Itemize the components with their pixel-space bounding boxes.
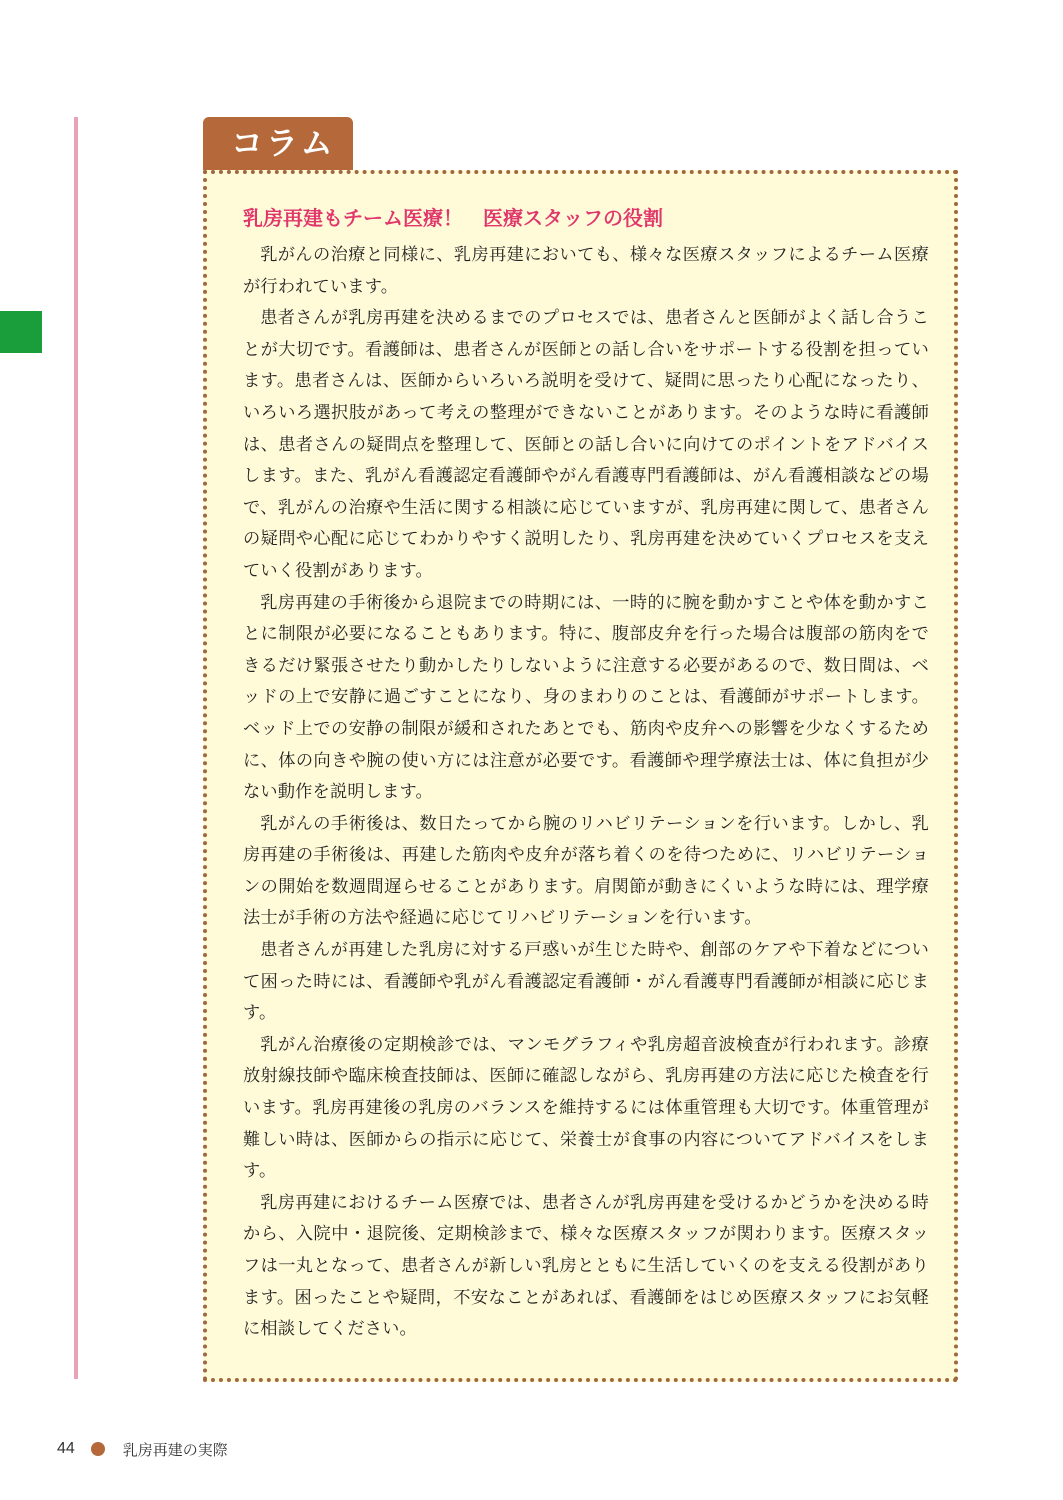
bullet-dot-icon (91, 1442, 105, 1456)
page-number: 44 (57, 1440, 75, 1457)
page-footer (57, 1436, 228, 1462)
column-paragraph: 患者さんが再建した乳房に対する戸惑いが生じた時や、創部のケアや下着などについて困った時には、看護師や乳がん看護認定看護師・がん看護専門看護師が相談に応じます。 (243, 940, 929, 1024)
column-paragraph: 患者さんが乳房再建を決めるまでのプロセスでは、患者さんと医師がよく話し合うことが大切です。看護師は、患者さんが医師との話し合いをサポートする役割を担っています。患者さんは、医師からいろいろ説明を受けて、疑問に思ったり心配になったり、いろいろ選択肢があって考えの整理ができないことがあります。そのような時に看護師は、患者さんの疑問点を整理して、医師との話し合いに向けてのポイントをアドバイスします。また、乳がん看護認定看護師やがん看護専門看護師は、がん看護相談などの場で、乳がんの治療や生活に関する相談に応じていますが、乳房再建に関して、患者さんの疑問や心配に応じてわかりやすく説明したり、乳房再建を決めていくプロセスを支えていく役割があります。 (243, 308, 929, 581)
side-rule (74, 117, 78, 1379)
column-paragraph: 乳がんの手術後は、数日たってから腕のリハビリテーションを行います。しかし、乳房再建の手術後は、再建した筋肉や皮弁が落ち着くのを待つために、リハビリテーションの開始を数週間遅らせることがあります。肩関節が動きにくいような時には、理学療法士が手術の方法や経過に応じてリハビリテーションを行います。 (243, 813, 929, 929)
footer-section-title: 乳房再建の実際 (122, 1440, 228, 1459)
column-title: 乳房再建もチーム医療！ 医療スタッフの役割 (243, 206, 663, 230)
column-paragraph: 乳房再建におけるチーム医療では、患者さんが乳房再建を受けるかどうかを決める時から、入院中・退院後、定期検診まで、様々な医療スタッフが関わります。医療スタッフは一丸となって、患者さんが新しい乳房とともに生活していくのを支える役割があります。困ったことや疑問，不安なことがあれば、看護師をはじめ医療スタッフにお気軽に相談してください。 (243, 1192, 929, 1340)
column-box (203, 170, 958, 1382)
column-tag: コラム (203, 117, 353, 170)
column-paragraph: 乳房再建の手術後から退院までの時期には、一時的に腕を動かすことや体を動かすことに制限が必要になることもあります。特に、腹部皮弁を行った場合は腹部の筋肉をできるだけ緊張させたり動かしたりしないように注意する必要があるので、数日間は、ベッドの上で安静に過ごすことになり、身のまわりのことは、看護師がサポートします。ベッド上での安静の制限が緩和されたあとでも、筋肉や皮弁への影響を少なくするために、体の向きや腕の使い方には注意が必要です。看護師や理学療法士は、体に負担が少ない動作を説明します。 (243, 592, 929, 803)
column-content (243, 202, 929, 1346)
column-paragraph: 乳がん治療後の定期検診では、マンモグラフィや乳房超音波検査が行われます。診療放射線技師や臨床検査技師は、医師に確認しながら、乳房再建の方法に応じた検査を行います。乳房再建後の乳房のバランスを維持するには体重管理も大切です。体重管理が難しい時は、医師からの指示に応じて、栄養士が食事の内容についてアドバイスをします。 (243, 1034, 929, 1182)
chapter-tab-marker (0, 311, 42, 353)
column-paragraph: 乳がんの治療と同様に、乳房再建においても、様々な医療スタッフによるチーム医療が行われています。 (243, 245, 929, 297)
